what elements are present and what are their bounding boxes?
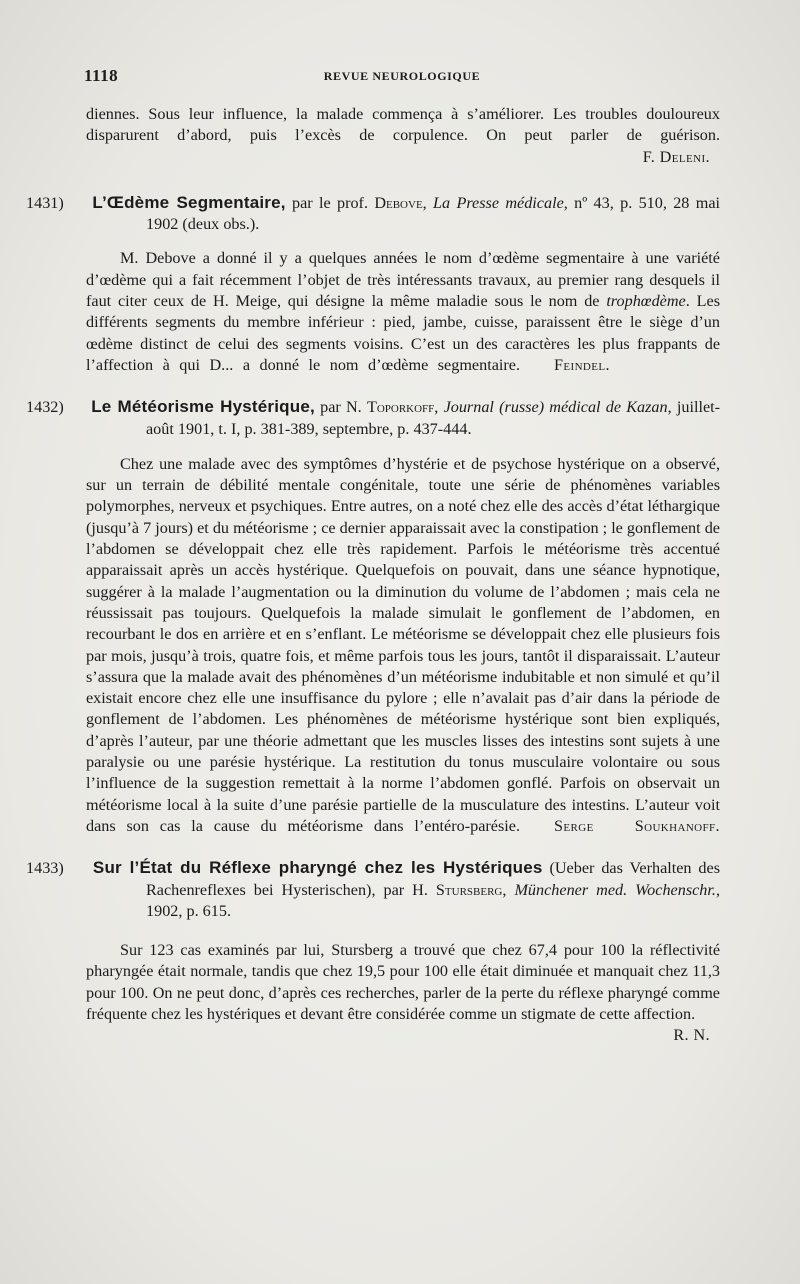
entry-title: L’Œdème Segmentaire, — [92, 192, 286, 212]
entry-byline: par le prof. — [285, 193, 375, 212]
abstract-term: trophœdème — [606, 292, 686, 311]
entry-author: Stursberg — [435, 880, 503, 899]
entry-author: Toporkoff — [366, 398, 435, 417]
page-number: 1118 — [84, 66, 119, 85]
entry-byline: par N. — [314, 398, 367, 417]
entry-abstract: M. Debove a donné il y a quelques années le nom d’œdème segmentaire à une variété d’œdème qui a fait récemment l’objet de très intéressants travaux, au premier rang desquels il faut citer ceux de H. Meige, qui désigne la même maladie sous le nom de trophœdème. Les différents segments du membre inférieur : pied, jambe, cuisse, paraissent être le siège d’un œdème distinct de celui des segments voisins. C’est un des caractères les plus frappants de l’affection à qui D... a donné le nom d’œdème segmentaire. Feindel. — [86, 249, 720, 374]
entry-signature: Serge Soukhanoff. — [554, 816, 720, 835]
entry-heading: 1433) Sur l’État du Réflexe pharyngé chez les Hystériques (Ueber das Verhalten des Rachenreflexes bei Hysterischen), par H. Stursberg, Münchener med. Wochenschr., 1902, p. 615. — [26, 858, 721, 920]
entry-journal: La Presse médicale — [433, 193, 564, 212]
entry-details: , juillet-août 1901, t. I, p. 381-389, septembre, p. 437-444. — [146, 398, 721, 438]
entry-journal: Journal (russe) médical de Kazan — [443, 398, 668, 417]
page-body — [26, 104, 721, 1047]
entry-abstract: Sur 123 cas examinés par lui, Stursberg a trouvé que chez 67,4 pour 100 la réflectivité pharyngée était normale, tandis que chez 19,5 pour 100 elle était diminuée et manquait chez 11,3 pour 100. On ne peut donc, d’après ces recherches, parler de la perte du réflexe pharyngé comme fréquente chez les hystériques et devant être considérée comme un stigmate de cette affection. — [86, 941, 720, 1023]
entry-signature: Feindel. — [554, 355, 610, 374]
entry-signature-line — [86, 1025, 720, 1046]
running-head: REVUE NEUROLOGIQUE — [323, 69, 481, 83]
continuation-signature: F. Deleni. — [642, 147, 710, 166]
page-header — [84, 66, 720, 92]
entry-abstract: Chez une malade avec des symptômes d’hystérie et de psychose hystérique on a observé, sur un terrain de débilité mentale congénitale, toute une série de phénomènes variables polymorphes, nerveux et psychiques. Entre autres, on a noté chez elle des accès d’état léthargique (jusqu’à 7 jours) et du météorisme ; ce dernier apparaissait avec la constipation ; le gonflement de l’abdomen se développait chez elle très rapidement. Parfois le météorisme très accentué apparaissait après un accès hystérique. Quelquefois on pouvait, dans une séance hypnotique, suggérer à la malade l’augmentation ou la diminution du volume de l’abdomen ; mais cela ne réussissait pas toujours. Quelquefois la malade simulait le gonflement de l’abdomen, en recourbant le dos en arrière et en s’enflant. Le météorisme se développait chez elle plusieurs fois par mois, jusqu’à trois, quatre fois, et même parfois tous les jours, tantôt il disparaissait. L’auteur s’assura que la malade avait des phénomènes d’un météorisme indubitable et non simulé et qu’il existait encore chez elle une insuffisance du pylore ; elle n’avalait pas d’air dans la période de gonflement de l’abdomen. Les phénomènes de météorisme hystérique sont bien expliqués, d’après l’auteur, par une théorie admettant que les muscles lisses des intestins sont sujets à une paralysie ou une parésie hystérique. La restitution du tonus musculaire volontaire ou sous l’influence de la suggestion remettait à la norme l’abdomen gonflé. Parfois on observait un météorisme local à la suite d’une parésie partielle de la musculature des intestins. L’auteur voit dans son cas la cause du météorisme dans l’entéro-parésie. Serge Soukhanoff. — [86, 454, 720, 835]
entry-details: , nº 43, p. 510, 28 mai 1902 (deux obs.). — [146, 193, 720, 234]
entry-journal: Münchener med. Wochenschr. — [514, 880, 716, 899]
entry-1432 — [26, 396, 721, 837]
entry-1431 — [26, 192, 720, 376]
entry-details: , 1902, p. 615. — [146, 880, 720, 920]
entry-signature: R. N. — [673, 1026, 710, 1045]
entry-heading: 1432) Le Météorisme Hystérique, par N. Toporkoff, Journal (russe) médical de Kazan, juillet-août 1901, t. I, p. 381-389, septembre, p. 437-444. — [26, 397, 721, 438]
entry-title: Le Météorisme Hystérique, — [91, 397, 315, 417]
entry-byline: (Ueber das Verhalten des Rachenreflexes bei Hysterischen), par H. — [146, 859, 721, 899]
continuation-paragraph: diennes. Sous leur influence, la malade commença à s’améliorer. Les troubles douloureux disparurent d’abord, puis l’excès de corpulence. On peut parler de guérison. — [86, 105, 720, 145]
entry-1433 — [26, 857, 721, 1046]
entry-author: Debove — [374, 193, 423, 212]
entry-heading: 1431) L’Œdème Segmentaire, par le prof. Debove, La Presse médicale, nº 43, p. 510, 28 mai 1902 (deux obs.). — [26, 192, 720, 234]
entry-title: Sur l’État du Réflexe pharyngé chez les Hystériques — [92, 858, 543, 878]
